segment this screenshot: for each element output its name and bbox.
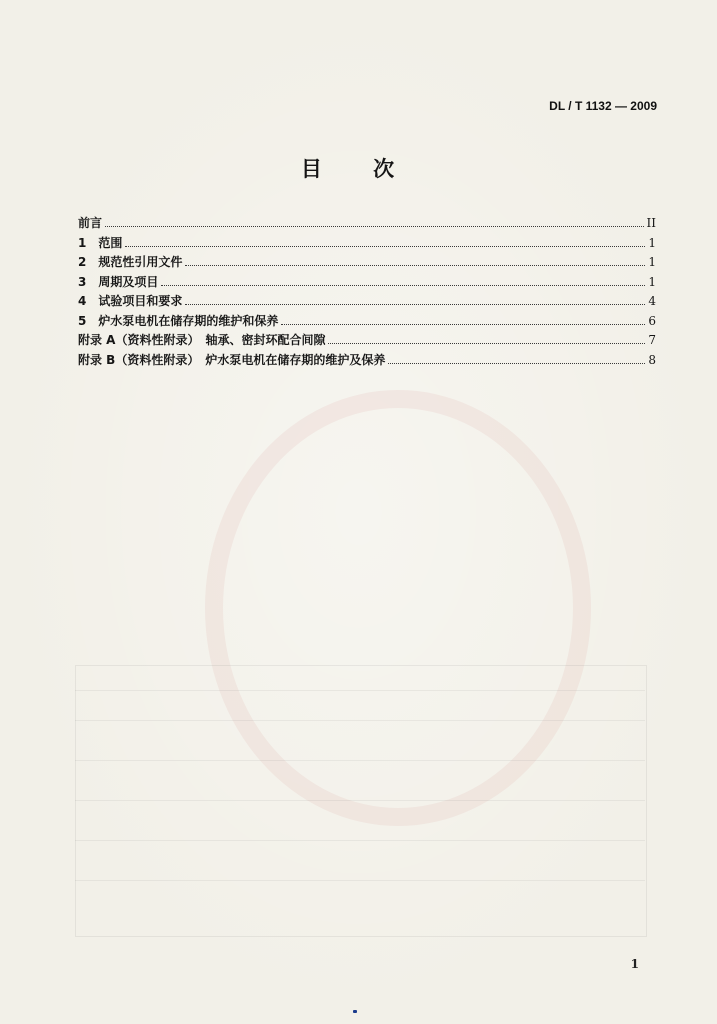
toc-entry-page: 1 [648, 235, 656, 250]
show-through-rule [75, 760, 645, 761]
show-through-rule [75, 880, 645, 881]
table-of-contents [78, 214, 656, 370]
toc-leader-dots [185, 304, 645, 305]
toc-entry-label: 附录 B（资料性附录） 炉水泵电机在储存期的维护及保养 [78, 352, 386, 367]
page-number: 1 [630, 957, 639, 971]
page-title: 目 次 [300, 157, 417, 181]
show-through-rule [75, 840, 645, 841]
toc-entry-label: 4 试验项目和要求 [78, 294, 183, 308]
toc-leader-dots [185, 265, 645, 266]
show-through-rule [75, 690, 645, 691]
toc-entry[interactable] [78, 312, 656, 332]
toc-entry[interactable] [78, 214, 656, 234]
show-through-table [75, 665, 647, 937]
show-through-rule [75, 720, 645, 721]
toc-entry[interactable] [78, 253, 656, 273]
toc-entry-label: 附录 A（资料性附录） 轴承、密封环配合间隙 [78, 333, 326, 347]
show-through-rule [75, 800, 645, 801]
toc-entry-page: 1 [648, 255, 656, 269]
toc-entry-label: 前言 [78, 216, 103, 230]
toc-entry-label: 2 规范性引用文件 [78, 255, 183, 269]
toc-entry-page: 8 [648, 352, 656, 367]
toc-entry-label: 5 炉水泵电机在储存期的维护和保养 [78, 313, 279, 328]
toc-leader-dots [125, 246, 645, 247]
toc-entry-label: 3 周期及项目 [78, 274, 159, 289]
toc-entry-page: 7 [648, 333, 656, 347]
toc-entry-page: 6 [648, 313, 656, 328]
toc-entry[interactable] [78, 273, 656, 293]
toc-entry-label: 1 范围 [78, 235, 123, 250]
standard-code: DL / T 1132 — 2009 [549, 99, 657, 113]
toc-entry[interactable] [78, 351, 656, 371]
toc-leader-dots [281, 324, 645, 325]
toc-leader-dots [161, 285, 645, 286]
scan-speck [353, 1010, 357, 1013]
toc-leader-dots [388, 363, 645, 364]
toc-entry[interactable] [78, 331, 656, 351]
toc-entry-page: 1 [648, 274, 656, 289]
toc-entry-page: II [646, 216, 656, 230]
toc-entry[interactable] [78, 234, 656, 254]
toc-leader-dots [328, 343, 645, 344]
toc-entry[interactable] [78, 292, 656, 312]
toc-entry-page: 4 [648, 294, 656, 308]
toc-leader-dots [105, 226, 644, 227]
